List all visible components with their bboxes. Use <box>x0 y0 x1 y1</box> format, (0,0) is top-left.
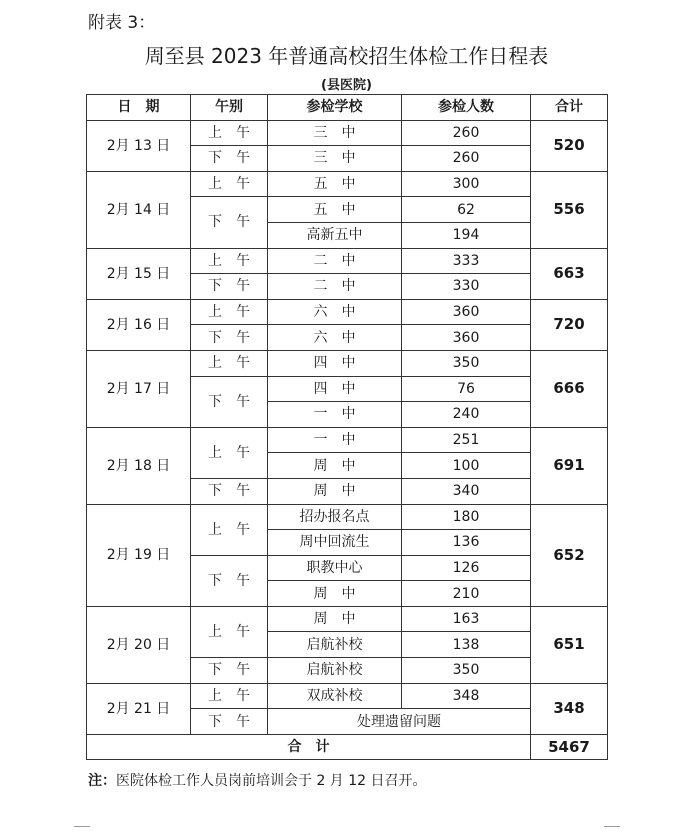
count-cell: 350 <box>402 658 531 684</box>
count-cell: 76 <box>402 376 531 402</box>
school-cell: 启航补校 <box>268 632 402 658</box>
school-cell: 六 中 <box>268 299 402 325</box>
count-cell: 300 <box>402 171 531 197</box>
table-row <box>87 606 608 632</box>
header-total: 合计 <box>531 95 608 121</box>
grand-total-label: 合 计 <box>87 734 531 760</box>
school-cell: 三 中 <box>268 120 402 146</box>
count-cell: 360 <box>402 325 531 351</box>
period-cell: 上 午 <box>191 350 268 376</box>
school-cell: 四 中 <box>268 376 402 402</box>
school-cell: 六 中 <box>268 325 402 351</box>
count-cell: 240 <box>402 402 531 428</box>
table-row <box>87 427 608 453</box>
school-cell: 五 中 <box>268 171 402 197</box>
school-cell: 二 中 <box>268 274 402 300</box>
table-row <box>87 504 608 530</box>
period-cell: 上 午 <box>191 120 268 146</box>
school-cell: 五 中 <box>268 197 402 223</box>
table-row <box>87 248 608 274</box>
page-edge-mark <box>74 826 90 827</box>
header-school: 参检学校 <box>268 95 402 121</box>
period-cell: 下 午 <box>191 274 268 300</box>
school-cell: 周 中 <box>268 606 402 632</box>
header-period: 午别 <box>191 95 268 121</box>
count-cell: 194 <box>402 222 531 248</box>
school-cell: 一 中 <box>268 427 402 453</box>
date-cell: 2月 20 日 <box>87 606 191 683</box>
school-cell: 四 中 <box>268 350 402 376</box>
header-count: 参检人数 <box>402 95 531 121</box>
day-total-cell: 520 <box>531 120 608 171</box>
period-cell: 下 午 <box>191 146 268 172</box>
period-cell: 下 午 <box>191 658 268 684</box>
count-cell: 330 <box>402 274 531 300</box>
date-cell: 2月 16 日 <box>87 299 191 350</box>
date-cell: 2月 17 日 <box>87 350 191 427</box>
header-date: 日 期 <box>87 95 191 121</box>
period-cell: 上 午 <box>191 427 268 478</box>
grand-total-value: 5467 <box>531 734 608 760</box>
day-total-cell: 666 <box>531 350 608 427</box>
table-row <box>87 299 608 325</box>
count-cell: 260 <box>402 146 531 172</box>
footnote-prefix: 注： <box>88 773 116 789</box>
date-cell: 2月 14 日 <box>87 171 191 248</box>
count-cell: 348 <box>402 683 531 709</box>
school-cell: 双成补校 <box>268 683 402 709</box>
school-cell: 高新五中 <box>268 222 402 248</box>
count-cell: 210 <box>402 581 531 607</box>
grand-total-row <box>87 734 608 760</box>
school-cell: 招办报名点 <box>268 504 402 530</box>
day-total-cell: 651 <box>531 606 608 683</box>
schedule-table <box>86 94 608 760</box>
count-cell: 126 <box>402 555 531 581</box>
count-cell: 333 <box>402 248 531 274</box>
schedule-body <box>87 120 608 734</box>
school-cell: 三 中 <box>268 146 402 172</box>
count-cell: 360 <box>402 299 531 325</box>
date-cell: 2月 13 日 <box>87 120 191 171</box>
date-cell: 2月 18 日 <box>87 427 191 504</box>
table-row <box>87 171 608 197</box>
merged-note-cell: 处理遗留问题 <box>268 709 531 735</box>
school-cell: 周中回流生 <box>268 530 402 556</box>
period-cell: 上 午 <box>191 248 268 274</box>
count-cell: 260 <box>402 120 531 146</box>
day-total-cell: 691 <box>531 427 608 504</box>
table-row <box>87 350 608 376</box>
period-cell: 上 午 <box>191 299 268 325</box>
count-cell: 180 <box>402 504 531 530</box>
period-cell: 上 午 <box>191 606 268 657</box>
count-cell: 340 <box>402 478 531 504</box>
period-cell: 下 午 <box>191 376 268 427</box>
period-cell: 下 午 <box>191 197 268 248</box>
date-cell: 2月 21 日 <box>87 683 191 734</box>
day-total-cell: 556 <box>531 171 608 248</box>
page-title: 周至县 2023 年普通高校招生体检工作日程表 <box>144 44 549 68</box>
page-edge-mark <box>604 826 620 827</box>
count-cell: 136 <box>402 530 531 556</box>
school-cell: 职教中心 <box>268 555 402 581</box>
period-cell: 上 午 <box>191 171 268 197</box>
period-cell: 下 午 <box>191 709 268 735</box>
school-cell: 周 中 <box>268 453 402 479</box>
table-row <box>87 683 608 709</box>
school-cell: 一 中 <box>268 402 402 428</box>
day-total-cell: 652 <box>531 504 608 606</box>
appendix-label: 附表 3： <box>88 13 156 33</box>
period-cell: 上 午 <box>191 504 268 555</box>
page-subtitle: (县医院) <box>321 78 372 93</box>
footnote-text: 医院体检工作人员岗前培训会于 2 月 12 日召开。 <box>116 773 427 789</box>
period-cell: 下 午 <box>191 325 268 351</box>
period-cell: 上 午 <box>191 683 268 709</box>
school-cell: 周 中 <box>268 581 402 607</box>
school-cell: 二 中 <box>268 248 402 274</box>
count-cell: 350 <box>402 350 531 376</box>
table-row <box>87 120 608 146</box>
period-cell: 下 午 <box>191 555 268 606</box>
date-cell: 2月 15 日 <box>87 248 191 299</box>
day-total-cell: 663 <box>531 248 608 299</box>
count-cell: 100 <box>402 453 531 479</box>
period-cell: 下 午 <box>191 478 268 504</box>
day-total-cell: 348 <box>531 683 608 734</box>
date-cell: 2月 19 日 <box>87 504 191 606</box>
count-cell: 163 <box>402 606 531 632</box>
day-total-cell: 720 <box>531 299 608 350</box>
count-cell: 138 <box>402 632 531 658</box>
header-row <box>87 95 608 121</box>
school-cell: 周 中 <box>268 478 402 504</box>
footnote <box>88 770 427 790</box>
school-cell: 启航补校 <box>268 658 402 684</box>
count-cell: 251 <box>402 427 531 453</box>
count-cell: 62 <box>402 197 531 223</box>
